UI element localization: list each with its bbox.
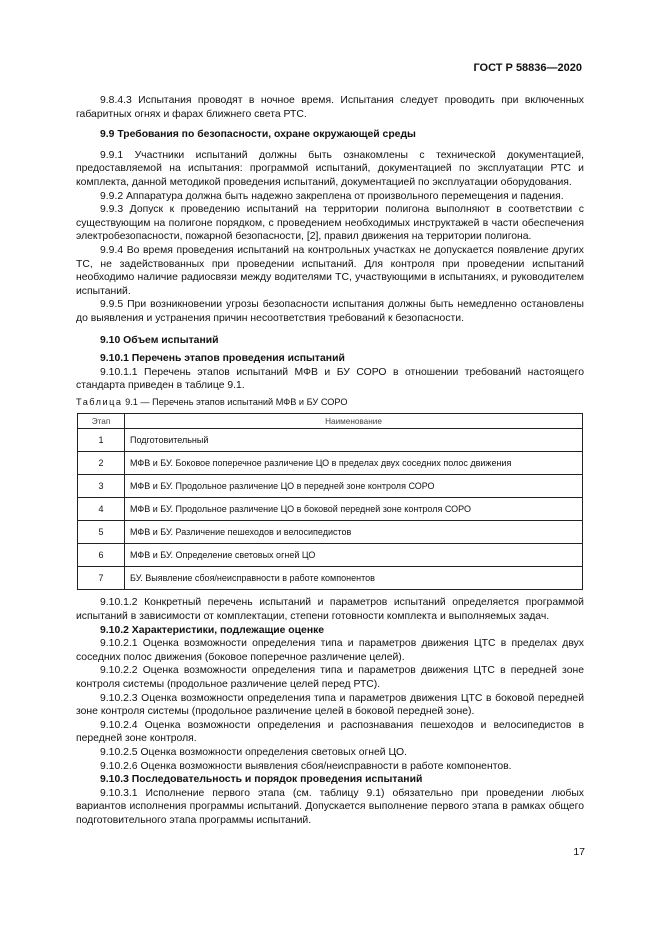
heading-9-10-1: 9.10.1 Перечень этапов проведения испытаний [100, 353, 345, 365]
table-caption-text: 9.1 — Перечень этапов испытаний МФВ и БУ СОРО [122, 396, 348, 407]
table-row [78, 475, 583, 498]
stage-name: МФВ и БУ. Продольное различение ЦО в передней зоне контроля СОРО [125, 475, 583, 498]
stage-number: 5 [78, 521, 125, 544]
heading-9-10-2: 9.10.2 Характеристики, подлежащие оценке [100, 624, 325, 636]
stage-number: 1 [78, 429, 125, 452]
standard-code: ГОСТ Р 58836—2020 [473, 62, 582, 74]
paragraph-9-10-1-2: 9.10.1.2 Конкретный перечень испытаний и параметров испытаний определяется программой испытаний в зависимости от комплектации, степени готовности комплекта и выполняемых задач. [76, 597, 584, 623]
stage-name: МФВ и БУ. Определение световых огней ЦО [125, 544, 583, 567]
stage-name: БУ. Выявление сбоя/неисправности в работе компонентов [125, 567, 583, 590]
stage-number: 6 [78, 544, 125, 567]
table-caption [76, 396, 584, 410]
paragraph-9-9-4: 9.9.4 Во время проведения испытаний на контрольных участках не допускается появление других ТС, не задействованных при проведении испытаний. Для контроля при проведении испытаний необходимо наличие радиосвязи между водителями ТС, участвующими в испытаниях, и руководителем испытаний. [76, 244, 584, 297]
paragraph-9-10-2-5: 9.10.2.5 Оценка возможности определения световых огней ЦО. [100, 747, 407, 758]
table-row [78, 452, 583, 475]
page-content [76, 94, 584, 828]
paragraph-9-9-3: 9.9.3 Допуск к проведению испытаний на территории полигона выполняют в соответствии с существующим на полигоне порядком, с проведением необходимых инструктажей в части обеспечения электробезопасности, пожарной безопасности, [2], правил движения на территории полигона. [76, 204, 584, 243]
table-row [78, 429, 583, 452]
stages-table [77, 413, 583, 590]
table-row [78, 521, 583, 544]
stage-number: 7 [78, 567, 125, 590]
paragraph-9-10-2-3: 9.10.2.3 Оценка возможности определения типа и параметров движения ЦТС в боковой передней зоне контроля системы (продольное различение целей в боковой передней зоне). [76, 692, 584, 718]
table-header-row [78, 414, 583, 429]
paragraph-9-10-3-1: 9.10.3.1 Исполнение первого этапа (см. таблицу 9.1) обязательно при проведении любых вариантов исполнения программы испытаний. Допускается выполнение первого этапа в рамках общего подготовительного этапа программы испытаний. [76, 787, 584, 826]
paragraph-9-10-1-1: 9.10.1.1 Перечень этапов испытаний МФВ и БУ СОРО в отношении требований настоящего стандарта приведен в таблице 9.1. [76, 366, 584, 392]
stage-number: 2 [78, 452, 125, 475]
stage-name: Подготовительный [125, 429, 583, 452]
page-number: 17 [573, 846, 585, 858]
paragraph-9-9-2: 9.9.2 Аппаратура должна быть надежно закреплена от произвольного перемещения и падения. [100, 190, 564, 202]
table-caption-prefix: Таблица [76, 396, 123, 407]
stage-name: МФВ и БУ. Различение пешеходов и велосипедистов [125, 521, 583, 544]
paragraph-9-10-2-4: 9.10.2.4 Оценка возможности определения и распознавания пешеходов и велосипедистов в передней зоне контроля. [76, 719, 584, 745]
paragraph-9-9-5: 9.9.5 При возникновении угрозы безопасности испытания должны быть немедленно остановлены до выявления и устранения причин несоответствия требований к безопасности. [76, 299, 584, 324]
paragraph-9-9-1: 9.9.1 Участники испытаний должны быть ознакомлены с технической документацией, предоставляемой на испытания: программой испытаний, документацией по эксплуатации РТС и комплекта, данной методикой проведения испытаний, документацией по эксплуатации оборудования. [76, 149, 584, 188]
table-row [78, 498, 583, 521]
col-header-stage: Этап [78, 414, 125, 429]
stage-number: 3 [78, 475, 125, 498]
heading-9-10: 9.10 Объем испытаний [100, 334, 219, 346]
stage-name: МФВ и БУ. Продольное различение ЦО в боковой передней зоне контроля СОРО [125, 498, 583, 521]
paragraph-9-10-2-2: 9.10.2.2 Оценка возможности определения типа и параметров движения ЦТС в передней зоне контроля системы (продольное различение целей перед РТС). [76, 665, 584, 691]
stage-number: 4 [78, 498, 125, 521]
paragraph-9-8-4-3: 9.8.4.3 Испытания проводят в ночное время. Испытания следует проводить при включенных габаритных огнях и фарах ближнего света РТС. [76, 95, 584, 120]
paragraph-9-10-2-1: 9.10.2.1 Оценка возможности определения типа и параметров движения ЦТС в пределах двух соседних полос движения (боковое поперечное различение целей). [76, 638, 584, 663]
col-header-name: Наименование [125, 414, 583, 429]
table-row [78, 567, 583, 590]
paragraph-9-10-2-6: 9.10.2.6 Оценка возможности выявления сбоя/неисправности в работе компонентов. [100, 760, 512, 772]
stage-name: МФВ и БУ. Боковое поперечное различение ЦО в пределах двух соседних полос движения [125, 452, 583, 475]
heading-9-10-3: 9.10.3 Последовательность и порядок проведения испытаний [100, 774, 423, 786]
heading-9-9: 9.9 Требования по безопасности, охране окружающей среды [100, 129, 416, 141]
table-row [78, 544, 583, 567]
